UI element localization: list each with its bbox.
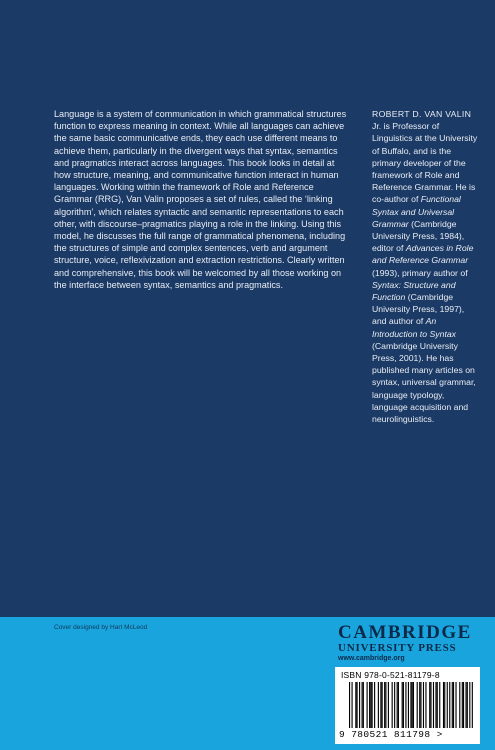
barcode-icon	[349, 682, 473, 728]
bio-book-2: Advances in Role and Reference Grammar	[372, 243, 474, 266]
barcode-bar	[408, 682, 409, 728]
barcode-bar	[362, 682, 363, 728]
barcode-bar	[367, 682, 368, 728]
barcode-bar	[453, 682, 454, 728]
barcode-bar	[462, 682, 463, 728]
barcode-bar	[465, 682, 466, 728]
barcode-bar	[420, 682, 421, 728]
bio-text-3: (1993), primary author of	[372, 267, 468, 278]
barcode-bar	[435, 682, 436, 728]
barcode-bar	[403, 682, 404, 728]
barcode-bar	[433, 682, 434, 728]
barcode-bar	[417, 682, 418, 728]
bio-text-1: Jr. is Professor of Linguistics at the University of Buffalo, and is the primary developer of the framework of Role and Reference Grammar. He is co-author of	[372, 121, 478, 205]
isbn-text: ISBN 978-0-521-81179-8	[341, 670, 440, 680]
barcode-bar	[419, 682, 420, 728]
barcode-bar	[370, 682, 371, 728]
barcode-bar	[405, 682, 406, 728]
bio-text-2: (Cambridge University Press, 1984), editor of	[372, 218, 465, 254]
barcode-bar	[412, 682, 413, 728]
bio-text-5: (Cambridge University Press, 2001). He has published many articles on syntax, universal grammar, language typology, language acquisition and neurolinguistics.	[372, 340, 476, 425]
barcode-bar	[410, 682, 411, 728]
barcode-bar	[449, 682, 450, 728]
barcode-bar	[397, 682, 398, 728]
bio-book-4: An Introduction to Syntax	[372, 316, 457, 339]
barcode-bar	[402, 682, 403, 728]
barcode-bar	[374, 682, 375, 728]
barcode-bar	[382, 682, 383, 728]
barcode-bar	[394, 682, 395, 728]
barcode-bar	[372, 682, 373, 728]
bio-text-4: (Cambridge University Press, 1997), and author of	[372, 292, 465, 327]
barcode-digits: 9 780521 811798 >	[339, 729, 443, 740]
barcode-bar	[398, 682, 399, 728]
barcode-bar	[352, 682, 353, 728]
barcode-bar	[429, 682, 430, 728]
barcode-bar	[467, 682, 468, 728]
barcode-bar	[463, 682, 464, 728]
cover-credit: Cover designed by Hart McLeod	[54, 624, 148, 631]
barcode-bar	[472, 682, 473, 728]
barcode-bar	[439, 682, 440, 728]
barcode-bar	[363, 682, 364, 728]
publisher-url: www.cambridge.org	[338, 655, 405, 662]
barcode-bar	[430, 682, 431, 728]
barcode-bar	[459, 682, 460, 728]
bio-book-3: Syntax: Structure and Function	[372, 279, 456, 303]
barcode-bar	[349, 682, 350, 728]
barcode-bar	[423, 682, 424, 728]
barcode-bar	[443, 682, 444, 728]
book-description: Language is a system of communication in which grammatical structures function to express meaning in context. While all languages can achieve the same basic communicative ends, they each use different means to achieve them, particularly in the divergent ways that syntax, semantics and pragmatics interact across languages. This book looks in detail at how structure, meaning, and communicative function interact in human languages. Working within the framework of Role and Reference Grammar (RRG), Van Valin proposes a set of rules, called the ‘linking algorithm’, which relates syntactic and semantic representations to each other, with discourse–pragmatics playing a role in the linking. Using this model, he discusses the full range of grammatical phenomena, including the structures of simple and complex sentences, verb and argument structure, voice, reflexivization and extraction restrictions. Clearly written and comprehensive, this book will be welcomed by all those working on the interface between syntax, semantics and pragmatics.	[54, 109, 347, 290]
barcode-bar	[384, 682, 385, 728]
barcode-bar	[425, 682, 426, 728]
barcode-bar	[380, 682, 381, 728]
publisher-logo	[338, 623, 486, 664]
barcode-bar	[385, 682, 386, 728]
publisher-subname: UNIVERSITY PRESS	[338, 642, 457, 654]
barcode-bar	[469, 682, 470, 728]
barcode-bar	[357, 682, 358, 728]
bio-book-1: Functional Syntax and Universal Grammar	[372, 194, 461, 229]
barcode-bar	[455, 682, 456, 728]
barcode-label	[335, 667, 480, 744]
barcode-bar	[437, 682, 438, 728]
barcode-bar	[413, 682, 414, 728]
barcode-bar	[444, 682, 445, 728]
barcode-bar	[392, 682, 393, 728]
barcode-bar	[369, 682, 370, 728]
barcode-bar	[388, 682, 389, 728]
barcode-bar	[355, 682, 356, 728]
barcode-bar	[359, 682, 360, 728]
publisher-name: CAMBRIDGE	[338, 622, 472, 643]
barcode-bar	[447, 682, 448, 728]
barcode-bar	[378, 682, 379, 728]
barcode-bar	[452, 682, 453, 728]
author-bio	[372, 108, 480, 425]
author-name: ROBERT D. VAN VALIN	[372, 109, 472, 119]
